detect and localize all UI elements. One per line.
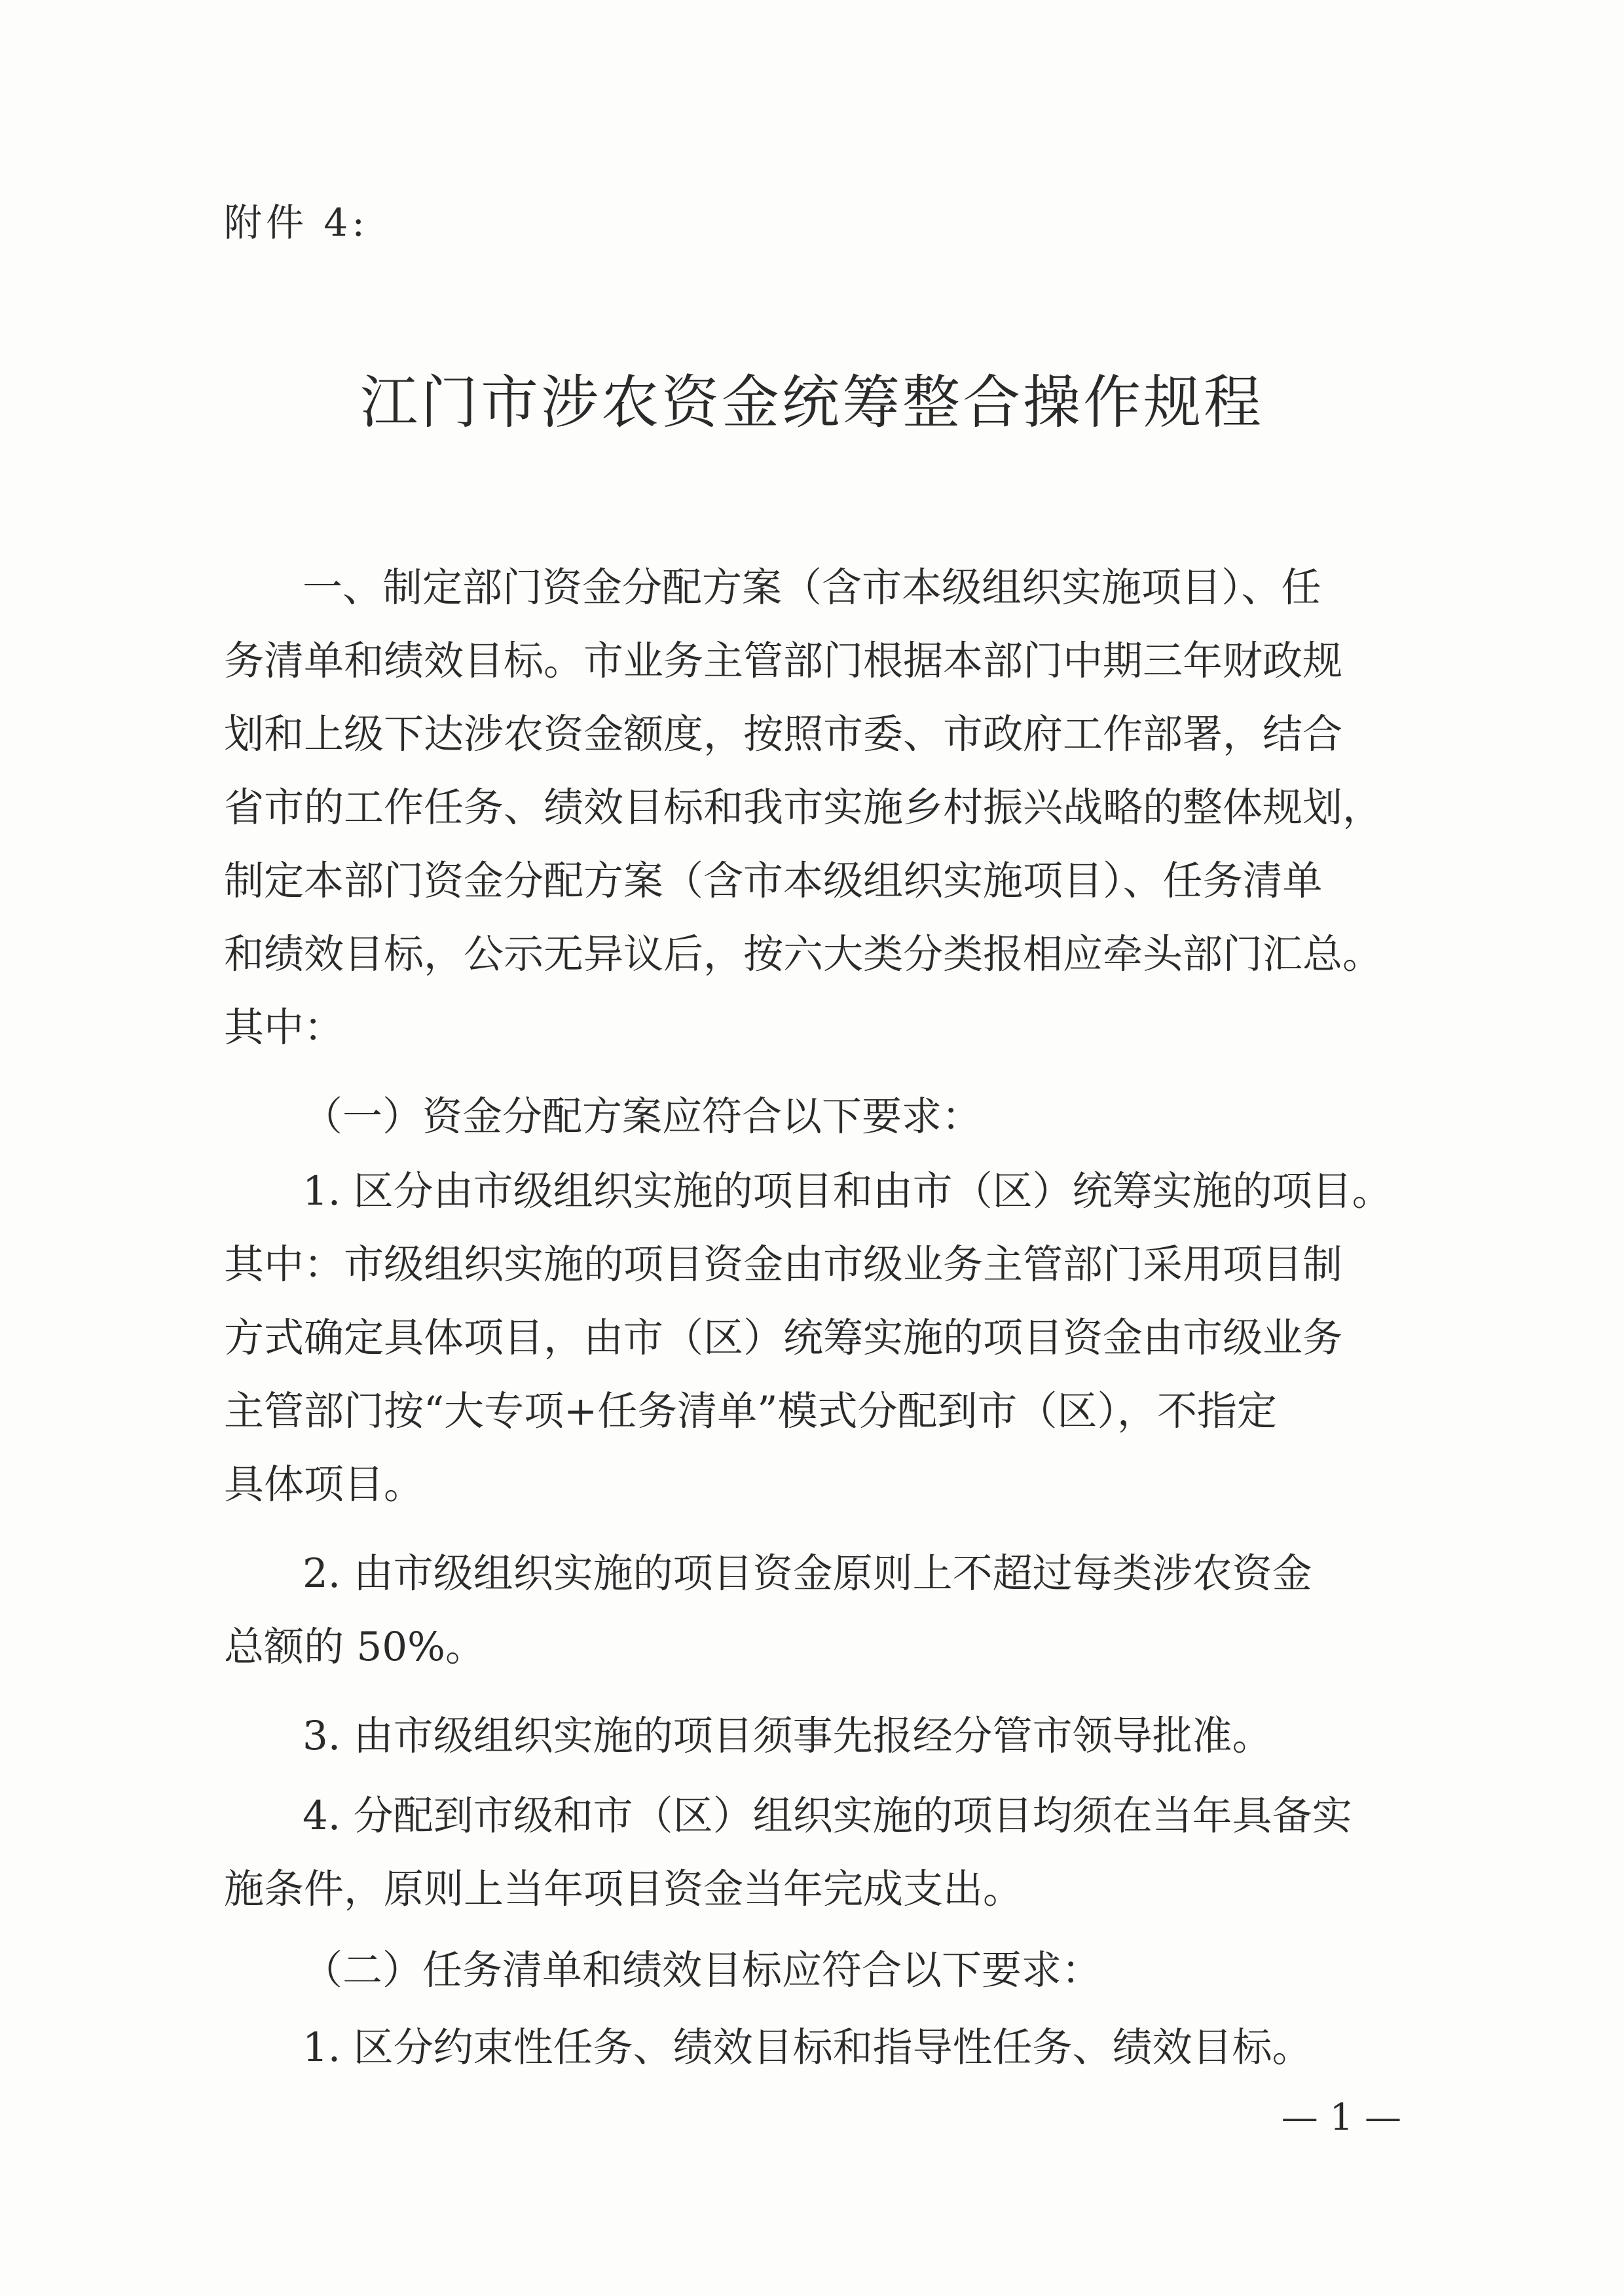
page-number: — 1 — xyxy=(1281,2096,1401,2139)
paragraph-line: 其中：市级组织实施的项目资金由市级业务主管部门采用项目制 xyxy=(224,1241,1343,1288)
paragraph-line: 方式确定具体项目，由市（区）统筹实施的项目资金由市级业务 xyxy=(224,1315,1343,1361)
paragraph-line: 具体项目。 xyxy=(224,1461,424,1508)
paragraph-line: 4. 分配到市级和市（区）组织实施的项目均须在当年具备实 xyxy=(303,1793,1352,1839)
paragraph-line: 其中： xyxy=(224,1004,344,1051)
paragraph-line: 划和上级下达涉农资金额度，按照市委、市政府工作部署，结合 xyxy=(224,711,1343,757)
paragraph-line: 3. 由市级组织实施的项目须事先报经分管市领导批准。 xyxy=(303,1713,1272,1759)
section-heading: （一）资金分配方案应符合以下要求： xyxy=(303,1093,982,1140)
document-title: 江门市涉农资金统筹整合操作规程 xyxy=(360,369,1264,436)
paragraph-line: 和绩效目标，公示无异议后，按六大类分类报相应牵头部门汇总。 xyxy=(224,931,1383,977)
paragraph-line: 主管部门按“大专项+任务清单”模式分配到市（区），不指定 xyxy=(224,1388,1277,1434)
paragraph-line: 务清单和绩效目标。市业务主管部门根据本部门中期三年财政规 xyxy=(224,638,1343,684)
paragraph-line: 1. 区分约束性任务、绩效目标和指导性任务、绩效目标。 xyxy=(303,2024,1312,2071)
paragraph-line: 总额的 50%。 xyxy=(224,1624,485,1670)
paragraph-line: 施条件，原则上当年项目资金当年完成支出。 xyxy=(224,1866,1024,1912)
attachment-label: 附件 4: xyxy=(224,200,369,245)
paragraph-line: 一、制定部门资金分配方案（含市本级组织实施项目）、任 xyxy=(303,564,1321,611)
paragraph-line: 2. 由市级组织实施的项目资金原则上不超过每类涉农资金 xyxy=(303,1550,1312,1597)
section-heading: （二）任务清单和绩效目标应符合以下要求： xyxy=(303,1947,1102,1994)
paragraph-line: 省市的工作任务、绩效目标和我市实施乡村振兴战略的整体规划， xyxy=(224,784,1383,831)
paragraph-line: 制定本部门资金分配方案（含市本级组织实施项目）、任务清单 xyxy=(224,858,1323,904)
paragraph-line: 1. 区分由市级组织实施的项目和由市（区）统筹实施的项目。 xyxy=(303,1168,1392,1214)
